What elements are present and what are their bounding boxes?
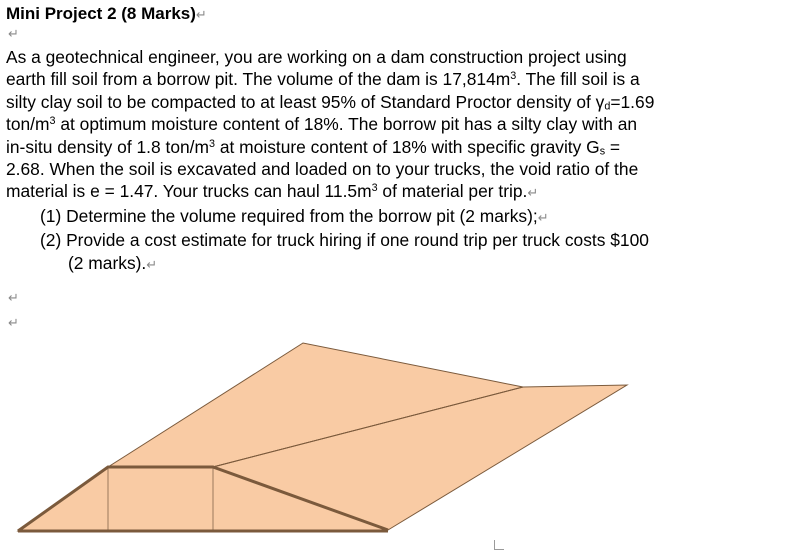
superscript: 3 bbox=[371, 182, 378, 195]
title-text: Mini Project 2 (8 Marks) bbox=[6, 4, 196, 23]
paragraph-mark-icon: ↵ bbox=[527, 185, 539, 201]
superscript: 3 bbox=[49, 115, 56, 128]
text-line: 2.68. When the soil is excavated and loaded on to your trucks, the void ratio of the bbox=[6, 159, 639, 180]
text-line: earth fill soil from a borrow pit. The volume of the dam is $17,814m^3$. The fill soil is a bbox=[6, 69, 640, 90]
gamma-symbol: γ bbox=[595, 91, 605, 112]
corner-mark-icon bbox=[494, 540, 504, 550]
text-line: in-situ density of 1.8 ton/$m^3$ at moisture content of 18% with specific gravity $G_s$ = bbox=[6, 136, 621, 158]
paragraph-mark-icon: ↵ bbox=[146, 256, 158, 272]
text-line: silty clay soil to be compacted to at least 95% of Standard Proctor density of $\gamma_d=1.69$ bbox=[6, 91, 655, 113]
text-line: As a geotechnical engineer, you are working on a dam construction project using bbox=[6, 47, 627, 67]
subscript: d bbox=[604, 100, 611, 113]
text-line: material is e = 1.47. Your trucks can haul $11.5m^3$ of material per trip.↵ bbox=[6, 181, 539, 202]
text-line: ton/$m^3$ at optimum moisture content of 18%. The borrow pit has a silty clay with an bbox=[6, 114, 638, 135]
paragraph-mark-icon: ↵ bbox=[195, 7, 207, 22]
paragraph-mark-icon: ↵ bbox=[8, 290, 19, 305]
question-2: (2) Provide a cost estimate for truck hiring if one round trip per truck costs $100 bbox=[40, 230, 649, 251]
paragraph-mark-icon: ↵ bbox=[8, 315, 19, 330]
paragraph-mark-icon: ↵ bbox=[8, 26, 19, 41]
superscript: 3 bbox=[510, 70, 517, 83]
superscript: 3 bbox=[209, 137, 215, 150]
subscript: s bbox=[599, 145, 606, 158]
question-2-continued: (2 marks).↵ bbox=[68, 252, 158, 273]
paragraph-mark-icon: ↵ bbox=[537, 209, 549, 225]
question-1: (1) Determine the volume required from the borrow pit (2 marks);↵ bbox=[40, 205, 549, 226]
